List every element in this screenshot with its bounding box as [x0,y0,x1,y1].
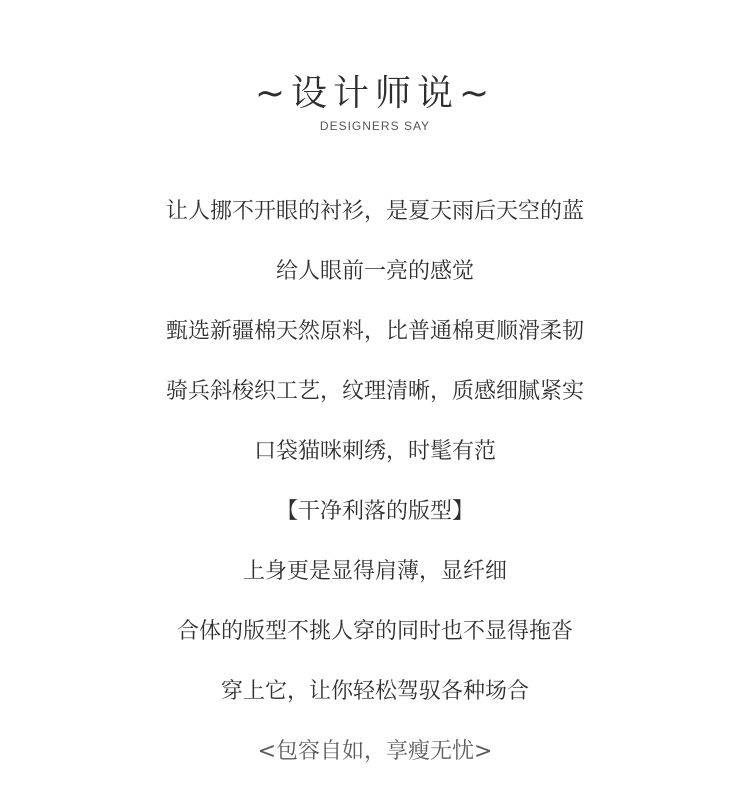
description-line: 上身更是显得肩薄，显纤细 [242,559,507,584]
section-header [0,70,750,134]
description-line: 甄选新疆棉天然原料，比普通棉更顺滑柔韧 [165,319,584,344]
description-line: 穿上它，让你轻松驾驭各种场合 [220,679,529,704]
description-line: <包容自如，享瘦无忧> [257,739,493,764]
description-line: 给人眼前一亮的感觉 [275,259,474,284]
description-line: 【干净利落的版型】 [275,499,474,524]
description-line: 口袋猫咪刺绣，时髦有范 [253,439,496,464]
description-line: 骑兵斜梭织工艺，纹理清晰，质感细腻紧实 [165,379,584,404]
section-title: ~设计师说~ [254,73,496,114]
description-lines [0,190,750,790]
description-line: 让人挪不开眼的衬衫，是夏天雨后天空的蓝 [165,199,584,224]
section-subtitle: DESIGNERS SAY [319,119,431,133]
description-line: 合体的版型不挑人穿的同时也不显得拖沓 [176,619,573,644]
